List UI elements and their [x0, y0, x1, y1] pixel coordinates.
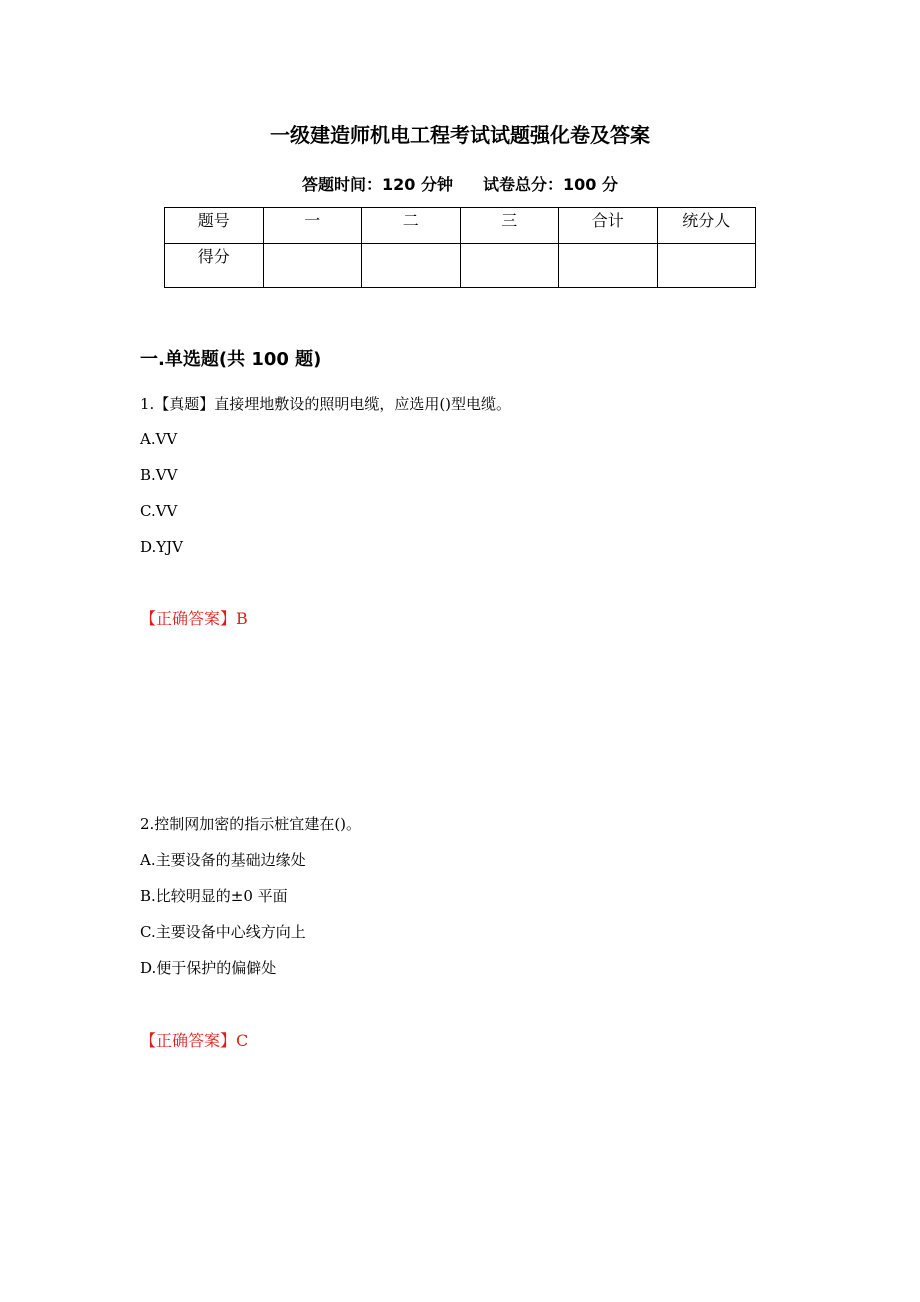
question-option: A.主要设备的基础边缘处 [140, 851, 306, 869]
header-cell: 二 [362, 208, 461, 244]
header-cell: 统分人 [657, 208, 756, 244]
score-cell [460, 244, 559, 288]
correct-answer: 【正确答案】C [140, 1031, 249, 1050]
question-option: C.VV [140, 502, 178, 520]
question-stem: 1.【真题】直接埋地敷设的照明电缆，应选用()型电缆。 [140, 395, 512, 413]
question-option: D.便于保护的偏僻处 [140, 959, 277, 977]
score-table [164, 207, 756, 288]
section-title: 一.单选题(共 100 题) [140, 349, 322, 370]
total-score: 试卷总分：100 分 [483, 175, 618, 194]
score-cell [263, 244, 362, 288]
score-cell [362, 244, 461, 288]
question-option: B.比较明显的±0 平面 [140, 887, 288, 905]
exam-meta [0, 172, 920, 198]
score-table-header-row [165, 208, 756, 244]
score-cell [657, 244, 756, 288]
header-cell: 题号 [165, 208, 264, 244]
question-option: D.YJV [140, 538, 184, 556]
score-cell [559, 244, 658, 288]
question-option: C.主要设备中心线方向上 [140, 923, 306, 941]
header-cell: 三 [460, 208, 559, 244]
exam-time: 答题时间：120 分钟 [302, 175, 453, 194]
question-option: A.VV [140, 430, 178, 448]
correct-answer: 【正确答案】B [140, 609, 248, 628]
score-table-score-row [165, 244, 756, 288]
question-option: B.VV [140, 466, 178, 484]
document-title: 一级建造师机电工程考试试题强化卷及答案 [270, 123, 650, 147]
row-label-cell: 得分 [165, 244, 264, 288]
question-stem: 2.控制网加密的指示桩宜建在()。 [140, 815, 362, 833]
header-cell: 合计 [559, 208, 658, 244]
header-cell: 一 [263, 208, 362, 244]
